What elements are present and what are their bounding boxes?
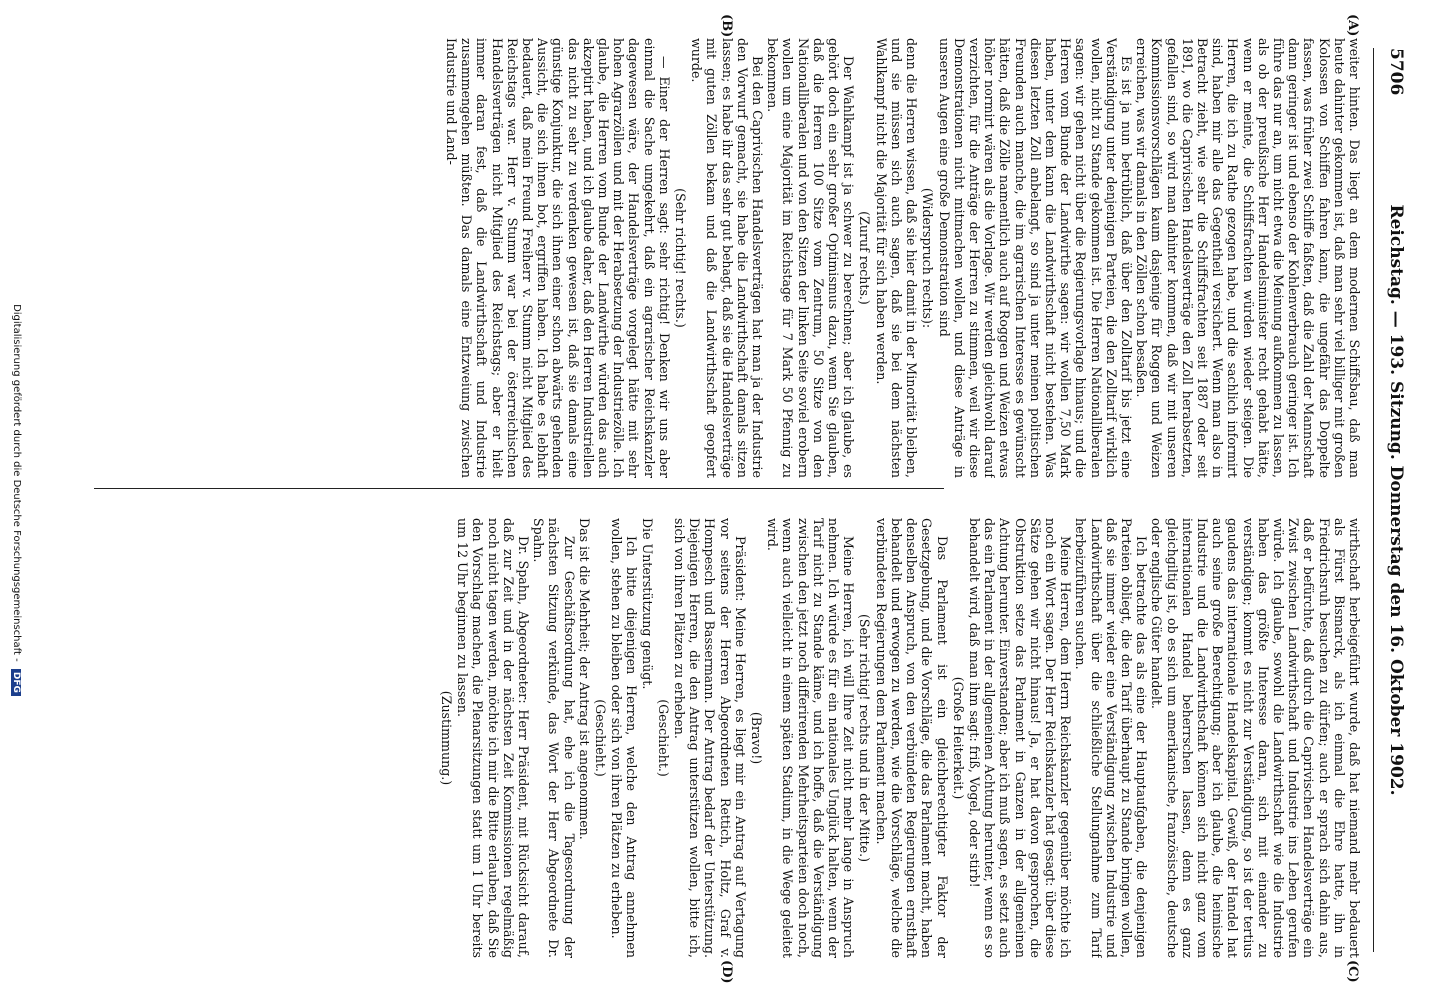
paragraph: Ich bitte diejenigen Herren, welche den Antrag annehmen wollen, stehen zu bleiben oder sich von ihren Plätzen zu erheben. bbox=[609, 518, 640, 958]
interjection: (Geschieht.) bbox=[655, 699, 671, 777]
interjection: (Zuruf rechts.) bbox=[857, 211, 873, 305]
paragraph: Meine Herren, dem Herrn Reichskanzler gegenüber möchte ich noch ein Wort sagen. Der Herr Reichskanzler hat gesagt: über diese Sätze gehen wir nicht hinaus! Ja, er hat davon gesprochen, die Obstruktion setze das Parlament in Ganzen in der allgemeinen Achtung herunter. Einverstanden; aber ich muß sagen, es setzt auch das ein Parlament in der allgemeinen Achtung herunter, wenn es so behandelt wird, daß man ihm sagt: friß, Vogel, oder stirb! bbox=[966, 518, 1074, 958]
paragraph: Das Parlament ist ein gleichberechtigter Faktor der Gesetzgebung, und die Vorschläge, die das Parlament macht, haben denselben Anspruch, von den verbündeten Regierungen ernsthaft behandelt und erwogen zu werden, wie die Vorschläge, welche die verbündeten Regierungen dem Parlament machen. bbox=[873, 518, 950, 958]
president-statement: Präsident: Meine Herren, es liegt mir ein Antrag auf Vertagung vor seitens der Herren Abgeordneten Rettich, Holtz, Graf v. Hompesch und Bassermann. Der Antrag bedarf der Unterstützung. Diejenigen Herren, die den Antrag unterstützen wollen, bitte ich, sich von ihren Plätzen zu erheben. bbox=[672, 518, 748, 958]
left-column bbox=[90, 38, 1362, 478]
paragraph: Der Wahlkampf ist ja schwer zu berechnen; aber ich glaube, es gehört doch ein sehr großer Optimismus dazu, wenn Sie glauben, daß die Herren 100 Sitze vom Zentrum, 50 Sitze von den Nationalliberalen und von den Sitzen der linken Seite soviel erobern wollen um eine Majorität im Reichstage für 7 Mark 50 Pfennig zu bekommen. bbox=[765, 38, 857, 478]
paragraph: Ich betrachte das als eine der Hauptaufgaben, die denjenigen Parteien obliegt, die den Tarif überhaupt zu Stande bringen wollen, daß sie immer wieder eine Verständigung zwischen Industrie und Landwirthschaft über die schließliche Stellungnahme zum Tarif herbeizuführen suchen. bbox=[1073, 518, 1150, 958]
paragraph: — Einer der Herren sagt: sehr richtig! Denken wir uns aber einmal die Sache umgekehrt, daß ein agrarischer Reichskanzler dagewesen wäre, der Handelsverträge vorgelegt hätte mit sehr hohen Agrarzöllen und mit der Herabsetzung der Industriezölle. Ich glaube, die Herren vom Bunde der Landwirthe würden das auch akzeptirt haben, und ich glaube daher, daß den Herren Industriellen das nicht zu sehr zu verdenken gewesen ist, daß sie damals eine günstige Konjunktur, die sich ihnen einer schon abwärts gehenden Aussicht, die sich ihnen bot, ergriffen haben. Ich habe es lebhaft bedauert, daß mein Freund Freiherr v. Stumm nicht Mitglied des Reichstags war. Herr v. Stumm war bei der österreichischen Handelsverträgen nicht Mitglied des Reichstags; aber er hielt immer daran fest, daß die Landwirthschaft und Industrie zusammengehen müßten. Das damals eine Entzweiung zwischen Industrie und Land- bbox=[444, 38, 672, 478]
interjection: (Bravo!) bbox=[749, 711, 765, 765]
interjection: (Große Heiterkeit.) bbox=[950, 676, 966, 800]
column-divider bbox=[94, 488, 944, 489]
interjection: (Zustimmung.) bbox=[439, 690, 455, 786]
margin-marker-c: (C) bbox=[1345, 960, 1360, 983]
paragraph: Bei den Caprivischen Handelsverträgen hat man ja der Industrie den Vorwurf gemacht, sie habe die Landwirthschaft damals sitzen lassen; es habe ihr das sehr gut behagt, daß sie die Handelsverträge mit guten Zöllen bekam und daß die Landwirthschaft geopfert wurde. bbox=[689, 38, 766, 478]
credit-text: Digitalisierung gefördert durch die Deutsche Forschungsgemeinschaft - bbox=[11, 304, 22, 662]
page-title: Reichstag. — 193. Sitzung. Donnerstag den 16. Oktober 1902. bbox=[1386, 204, 1406, 796]
margin-marker-a: (A) bbox=[1345, 14, 1360, 37]
paragraph: weiter hinten. Das liegt an dem modernen Schiffsbau, daß man heute dahinter gekommen ist, daß man sehr viel billiger mit großen Kolossen von Schiffen fahren kann, die ungefähr das Doppelte fassen, was früher zwei Schiffe faßten, daß die Zahl der Mannschaft dann geringer ist und ebenso der Kohlenverbrauch geringer ist. Ich führe das nur an, um nicht etwa die Meinung aufkommen zu lassen, als ob der preußische Herr Handelsminister recht gehabt hätte, wenn er meinte, die Schiffsfrachten würden wieder steigen. Die Herren, die ich zu Rathe gezogen habe, und die sachlich informirt sind, haben mir alle das Gegentheil versichert. Wenn man also in Betracht zieht, wie sehr die Schiffsfrachten seit 1887 oder seit 1891, wo die Caprivischen Handelsverträge den Zoll herabsetzten, gefallen sind, so wird man dahinter kommen, daß wir mit unseren Kommissionsvorschlägen kaum dasjenige für Roggen und Weizen erreichen, was wir damals in den Zöllen schon besaßen. bbox=[1134, 38, 1362, 478]
page-number: 5706 bbox=[1386, 48, 1406, 96]
interjection: (Sehr richtig! rechts.) bbox=[673, 188, 689, 328]
paragraph: Die Unterstützung genügt. bbox=[639, 518, 655, 690]
paragraph: Zur Geschäftsordnung hat, ehe ich die Tagesordnung der nächsten Sitzung verkünde, das Wort der Herr Abgeordnete Dr. Spahn. bbox=[531, 518, 577, 958]
interjection: (Geschieht.) bbox=[593, 699, 609, 777]
interjection: (Sehr richtig! rechts und in der Mitte.) bbox=[857, 613, 873, 863]
header-rule bbox=[1373, 48, 1374, 952]
paragraph: denn die Herren wissen, daß sie hier damit in der Minorität bleiben, und sie müssen sich auch sagen, daß sie bei dem nächsten Wahlkampf nicht die Majorität für sich haben werden. bbox=[873, 38, 920, 478]
margin-marker-b: (B) bbox=[719, 14, 734, 38]
interjection: (Widerspruch rechts): bbox=[920, 187, 936, 329]
digitization-credit bbox=[11, 0, 22, 1000]
paragraph: Meine Herren, ich will Ihre Zeit nicht mehr lange in Anspruch nehmen. Ich würde es für ein nationales Unglück halten, wenn der Tarif nicht zu Stande käme, und ich hoffe, daß die Verständigung zwischen den jetzt noch differirenden Mehrheitsparteien doch noch, wenn auch vielleicht in einem späten Stadium, in die Wege geleitet wird. bbox=[765, 518, 857, 958]
paragraph: wirthschaft herbeigeführt wurde, daß hat niemand mehr bedauert als Fürst Bismarck, als ich einmal die Ehre hatte, ihn in Friedrichsruh besuchen zu dürfen; auch er sprach sich dahin aus, daß er befürchte, daß durch die Caprivischen Handelsverträge ein Zwist zwischen Landwirthschaft und Industrie ins Leben gerufen würde. Ich glaube, sowohl die Landwirthschaft wie die Industrie haben das größte Interesse daran, sich mit einander zu verständigen; kommt es nicht zur Verständigung, so ist der tertius gaudens das internationale Handelskapital. Gewiß, der Handel hat auch seine große Berechtigung; aber ich glaube, die heimische Industrie und die Landwirthschaft können sich nicht ganz vom internationalen Handel beherrschen lassen, denn es ganz gleichgiltig ist, ob es sich um amerikanische, französische, deutsche oder englische Güter handelt. bbox=[1149, 518, 1362, 958]
paragraph: Es ist ja nun betrüblich, daß über den Zolltarif bis jetzt eine Verständigung unter denjenigen Parteien, die den Zolltarif wirklich wollen, nicht zu Stande gekommen ist. Die Herren Nationalliberalen sagen: wir gehen nicht über die Regierungsvorlage hinaus; und die Herren vom Bunde der Landwirthe sagen: wir wollen 7,50 Mark haben, unter dem kann die Landwirthschaft nicht bestehen. Was diesen letzten Zoll anbelangt, so sind ja unter meinen politischen Freunden auch manche, die im agrarischen Interesse es gewünscht hätten, daß die Zölle namentlich auch auf Roggen und Weizen etwas höher normirt wären als die Vorlage. Wir werden gleichwohl darauf verzichten, für die Anträge der Herren zu stimmen, weil wir diese Demonstrationen nicht mitmachen wollen, und diese Anträge in unseren Augen eine große Demonstration sind bbox=[936, 38, 1134, 478]
dfg-logo: DFG bbox=[11, 669, 21, 696]
margin-marker-d: (D) bbox=[719, 960, 734, 984]
paragraph: Das ist die Mehrheit; der Antrag ist angenommen. bbox=[576, 518, 592, 840]
speaker-statement: Dr. Spahn, Abgeordneter: Herr Präsident, mit Rücksicht darauf, daß zur Zeit und in der nächsten Zeit Kommissionen regelmäßig noch nicht tagen werden, möchte ich mir die Bitte erlauben, daß Sie den Vorschlag machen, die Plenarsitzungen statt um 1 Uhr bereits um 12 Uhr beginnen zu lassen. bbox=[455, 518, 532, 958]
page-header bbox=[1376, 48, 1406, 952]
right-column bbox=[90, 518, 1362, 958]
